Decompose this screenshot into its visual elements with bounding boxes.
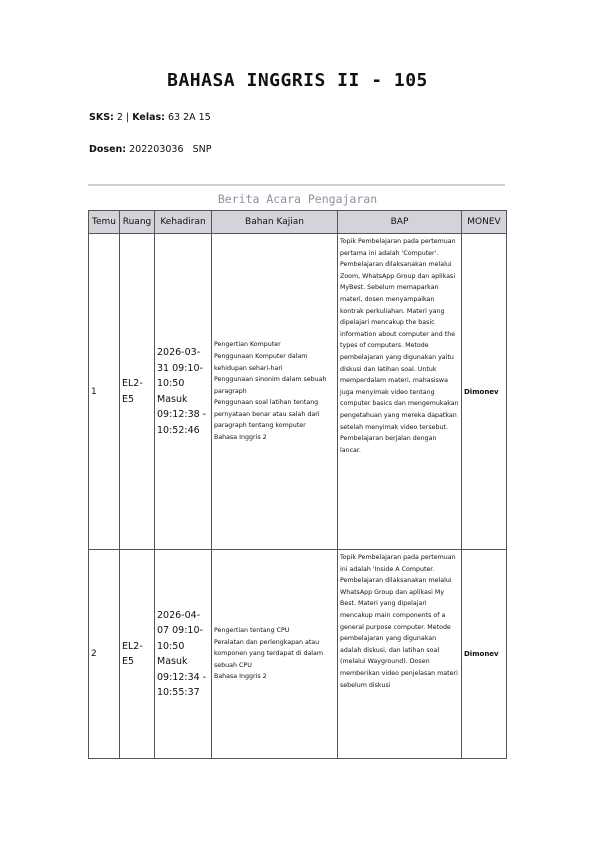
- col-header-bap: BAP: [338, 211, 462, 234]
- col-header-bahan-kajian: Bahan Kajian: [212, 211, 338, 234]
- bap-table: [88, 210, 507, 759]
- col-header-temu: Temu: [89, 211, 120, 234]
- kelas-value: 63 2A 15: [168, 112, 211, 123]
- section-title: Berita Acara Pengajaran: [217, 192, 378, 206]
- dosen-label: Dosen:: [89, 144, 127, 155]
- table-header-row: [89, 211, 507, 234]
- col-header-ruang: Ruang: [120, 211, 155, 234]
- sks-value: 2: [116, 112, 123, 123]
- cell-monev: Dimonev: [462, 234, 507, 550]
- cell-monev: Dimonev: [462, 550, 507, 759]
- col-header-monev: MONEV: [462, 211, 507, 234]
- cell-bap: Topik Pembelajaran pada pertemuan pertama ini adalah 'Computer'. Pembelajaran dilaksanakan melalui Zoom, WhatsApp Group dan aplikasi MyBest. Sebelum memaparkan materi, dosen menyampaikan kontrak perkuliahan. Materi yang dipelajari mencakup the basic information about computer and the types of computers. Metode pembelajaran yang digunakan yaitu diskusi dan latihan soal. Untuk memperdalam materi, mahasiswa juga menyimak video tentang computer basics dan mengemukakan pengetahuan yang mereka dapatkan setelah menyimak video tersebut. Pembelajaran berjalan dengan lancar.: [338, 234, 462, 550]
- dosen-line: [89, 144, 211, 155]
- sks-kelas-line: [89, 112, 211, 123]
- kelas-label: Kelas:: [132, 112, 165, 123]
- cell-ruang: EL2-E5: [120, 234, 155, 550]
- table-row: [89, 234, 507, 550]
- cell-temu: 1: [89, 234, 120, 550]
- page-title: BAHASA INGGRIS II - 105: [167, 70, 428, 91]
- dosen-value: 202203036 SNP: [129, 144, 212, 155]
- cell-bahan-kajian: Pengertian tentang CPU Peralatan dan perlengkapan atau komponen yang terdapat di dalam sebuah CPU Bahasa Inggris 2: [212, 550, 338, 759]
- cell-kehadiran: 2026-04-07 09:10-10:50 Masuk 09:12:34 - 10:55:37: [155, 550, 212, 759]
- divider: [88, 184, 505, 186]
- cell-bahan-kajian: Pengertian Komputer Penggunaan Komputer dalam kehidupan sehari-hari Penggunaan sinonim dalam sebuah paragraph Penggunaan soal latihan tentang pernyataan benar atau salah dari paragraph tentang komputer Bahasa Inggris 2: [212, 234, 338, 550]
- table-row: [89, 550, 507, 759]
- cell-kehadiran: 2026-03-31 09:10-10:50 Masuk 09:12:38 - 10:52:46: [155, 234, 212, 550]
- separator: |: [125, 112, 130, 123]
- sks-label: SKS:: [89, 112, 114, 123]
- cell-bap: Topik Pembelajaran pada pertemuan ini adalah 'Inside A Computer. Pembelajaran dilaksanakan melalui WhatsApp Group dan aplikasi My Best. Materi yang dipelajari mencakup main components of a general purpose computer. Metode pembelajaran yang digunakan adalah diskusi, dan latihan soal (melalui Wayground). Dosen memberikan video penjelasan materi sebelum diskusi: [338, 550, 462, 759]
- cell-temu: 2: [89, 550, 120, 759]
- cell-ruang: EL2-E5: [120, 550, 155, 759]
- col-header-kehadiran: Kehadiran: [155, 211, 212, 234]
